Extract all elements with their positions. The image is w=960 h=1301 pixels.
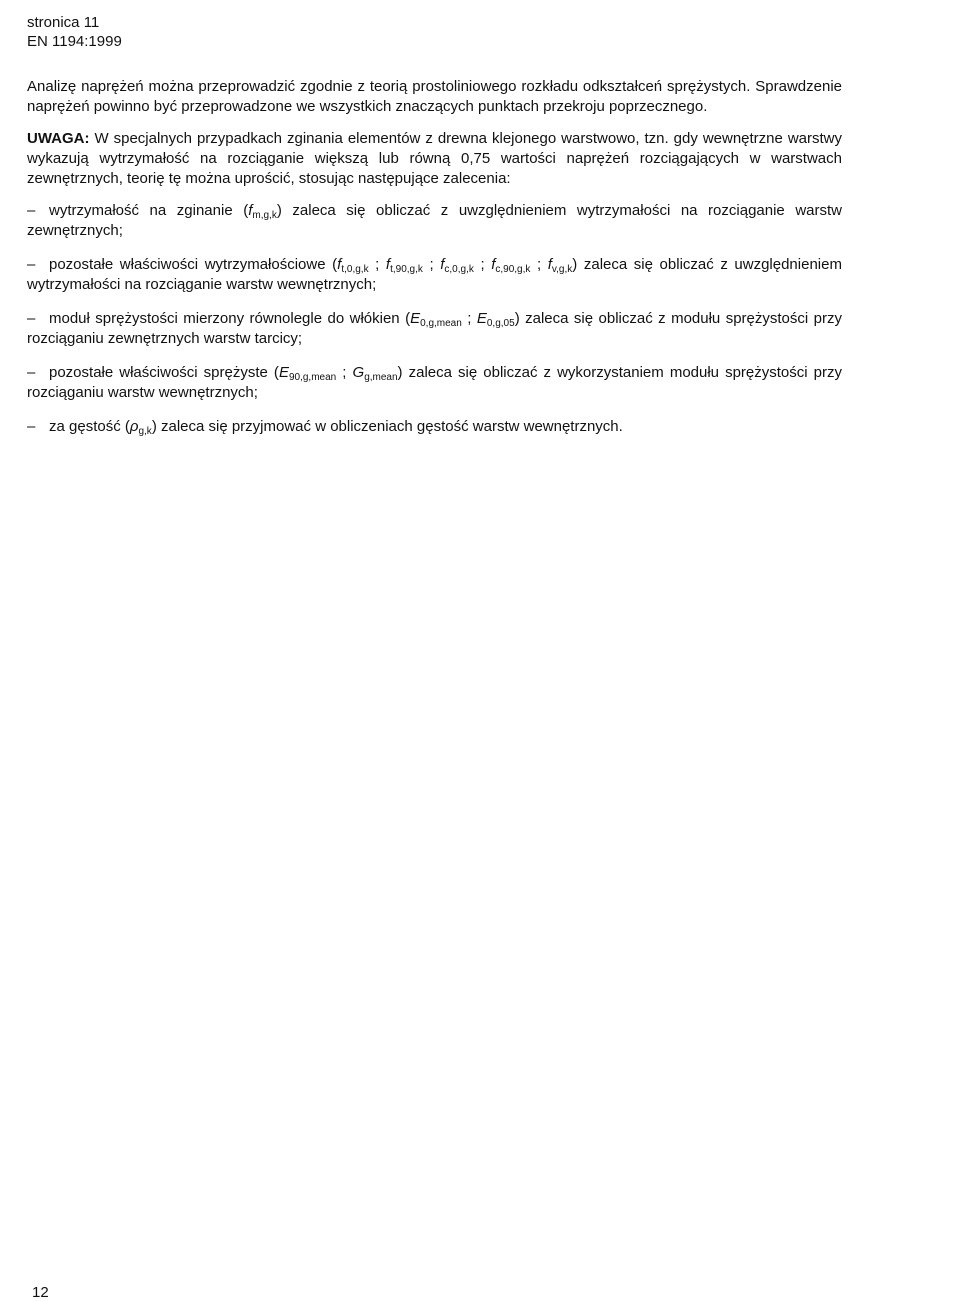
list-item-modulus-parallel	[27, 309, 842, 349]
symbol: f	[440, 256, 445, 273]
symbol: f	[248, 202, 253, 219]
symbol: ρ	[129, 418, 139, 435]
list-dash: –	[27, 418, 36, 435]
list-item-elastic-properties	[27, 363, 842, 403]
subscript: 90,g,mean	[288, 372, 337, 383]
page-label: stronica 11	[27, 14, 100, 31]
symbol: E	[278, 364, 289, 381]
separator: ;	[473, 256, 492, 273]
subscript: g,mean	[364, 372, 398, 383]
list-dash: –	[27, 364, 36, 381]
subscript: c,90,g,k	[495, 264, 531, 275]
subscript: v,g,k	[551, 264, 573, 275]
list-dash: –	[27, 310, 36, 327]
symbol: G	[352, 364, 365, 381]
item-text-before: pozostałe właściwości wytrzymałościowe (	[49, 256, 338, 273]
item-text-after: ) zaleca się obliczać z uwzględnieniem wytrzymałości na rozciąganie warstw wewnętrznych;	[27, 256, 842, 293]
separator: ;	[368, 256, 386, 273]
page-header	[27, 13, 122, 51]
note-label: UWAGA:	[27, 130, 90, 147]
standard-number: EN 1194:1999	[27, 33, 122, 50]
note-paragraph	[27, 129, 842, 189]
list-item-strength-properties	[27, 255, 842, 295]
list-dash: –	[27, 202, 36, 219]
symbol: f	[547, 256, 552, 273]
subscript: m,g,k	[252, 210, 277, 221]
body-text	[27, 77, 842, 451]
subscript: 0,g,mean	[420, 318, 462, 329]
item-text-before: wytrzymałość na zginanie (	[49, 202, 249, 219]
symbol: f	[491, 256, 496, 273]
item-text-after: ) zaleca się obliczać z wykorzystaniem modułu sprężystości przy rozciąganiu warstw wewnętrznych;	[27, 364, 843, 401]
item-text-after: ) zaleca się obliczać z uwzględnieniem wytrzymałości na rozciąganie warstw zewnętrznych;	[27, 202, 842, 239]
item-text-before: za gęstość (	[49, 418, 130, 435]
symbol: E	[410, 310, 421, 327]
separator: ;	[422, 256, 441, 273]
note-text: W specjalnych przypadkach zginania elementów z drewna klejonego warstwowo, tzn. gdy wewnętrzne warstwy wykazują wytrzymałość na rozciąganie większą lub równą 0,75 wartości naprężeń rozciągających w warstwach zewnętrznych, teorię tę można uprościć, stosując następujące zalecenia:	[27, 130, 842, 187]
list-dash: –	[27, 256, 36, 273]
subscript: 0,g,05	[486, 318, 515, 329]
symbol: E	[476, 310, 487, 327]
symbol: f	[385, 256, 391, 273]
list-item-bending-strength	[27, 201, 842, 241]
list-item-density	[27, 417, 842, 437]
separator: ;	[336, 364, 353, 381]
intro-paragraph: Analizę naprężeń można przeprowadzić zgodnie z teorią prostoliniowego rozkładu odkształceń sprężystych. Sprawdzenie naprężeń powinno być przeprowadzone we wszystkich znaczących punktach przekroju poprzecznego.	[27, 78, 842, 115]
separator: ;	[461, 310, 477, 327]
item-text-before: pozostałe właściwości sprężyste (	[49, 364, 279, 381]
separator: ;	[530, 256, 548, 273]
page-number: 12	[32, 1284, 49, 1301]
subscript: g,k	[138, 426, 152, 437]
symbol: f	[337, 256, 342, 273]
subscript: t,0,g,k	[341, 264, 369, 275]
subscript: t,90,g,k	[390, 264, 423, 275]
item-text-after: ) zaleca się obliczać z modułu sprężystości przy rozciąganiu zewnętrznych warstw tarcicy;	[27, 310, 843, 347]
item-text-after: ) zaleca się przyjmować w obliczeniach gęstość warstw wewnętrznych.	[151, 418, 623, 435]
subscript: c,0,g,k	[444, 264, 474, 275]
item-text-before: moduł sprężystości mierzony równolegle do włókien (	[49, 310, 411, 327]
